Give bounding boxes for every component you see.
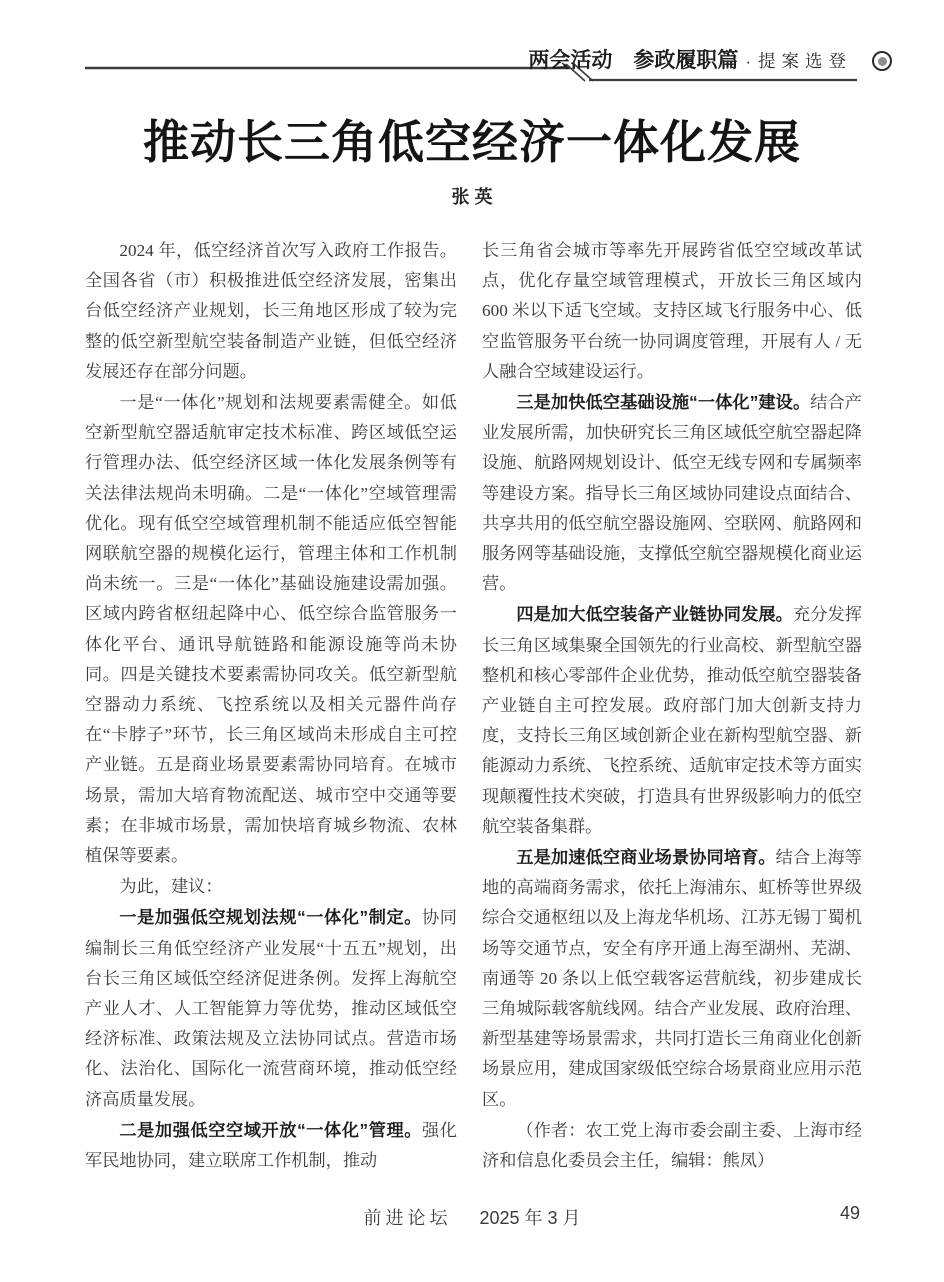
page-footer xyxy=(0,1204,944,1230)
paragraph xyxy=(85,1115,457,1176)
paragraph-lead: 三是加快低空基础设施“一体化”建设。 xyxy=(516,392,811,413)
paragraph xyxy=(482,599,862,842)
paragraph-text: 为此，建议： xyxy=(119,877,223,897)
paragraph-lead: 四是加大低空装备产业链协同发展。 xyxy=(516,604,793,625)
article-column-left xyxy=(85,235,457,1176)
paragraph xyxy=(85,387,457,871)
article-column-right xyxy=(482,235,862,1176)
paragraph xyxy=(482,235,862,387)
issue-date: 2025 年 3 月 xyxy=(479,1208,581,1228)
paragraph-text: 充分发挥长三角区域集聚全国领先的行业高校、新型航空器整机和核心零部件企业优势，推动低空航空器装备产业链自主可控发展。政府部门加大创新支持力度，支持长三角区域创新企业在新构型航空器、新能源动力系统、飞控系统、适航审定技术等方面实现颠覆性技术突破，打造具有世界级影响力的低空航空装备集群。 xyxy=(482,605,862,836)
section-title: 两会活动 参政履职篇 xyxy=(528,49,739,72)
paragraph-lead: 二是加强低空空域开放“一体化”管理。 xyxy=(119,1119,423,1140)
paragraph-text: 结合产业发展所需，加快研究长三角区域低空航空器起降设施、航路网规划设计、低空无线专网和专属频率等建设方案。指导长三角区域协同建设点面结合、共享共用的低空航空器设施网、空联网、航路网和服务网等基础设施，支撑低空航空器规模化商业运营。 xyxy=(482,393,862,594)
paragraph-text: 一是“一体化”规划和法规要素需健全。如低空新型航空器适航审定技术标准、跨区域低空运行管理办法、低空经济区域一体化发展条例等有关法律法规尚未明确。二是“一体化”空域管理需优化。现有低空空域管理机制不能适应低空智能网联航空器的规模化运行，管理主体和工作机制尚未统一。三是“一体化”基础设施建设需加强。区域内跨省枢纽起降中心、低空综合监管服务一体化平台、通讯导航链路和能源设施等尚未协同。四是关键技术要素需协同攻关。低空新型航空器动力系统、飞控系统以及相关元器件尚存在“卡脖子”环节，长三角区域尚未形成自主可控产业链。五是商业场景要素需协同培育。在城市场景，需加大培育物流配送、城市空中交通等要素；在非城市场景，需加快培育城乡物流、农林植保等要素。 xyxy=(85,393,457,866)
separator-dot: · xyxy=(745,52,751,71)
paragraph-text: （作者：农工党上海市委会副主委、上海市经济和信息化委员会主任，编辑：熊凤） xyxy=(482,1120,862,1171)
page-number: 49 xyxy=(840,1203,861,1223)
paragraph-text: 结合上海等地的高端商务需求，依托上海浦东、虹桥等世界级综合交通枢纽以及上海龙华机场、江苏无锡丁蜀机场等交通节点，安全有序开通上海至湖州、芜湖、南通等 20 条以上低空载客运营航线，初步建成长三角城际载客航线网。结合产业发展、政府治理、新型基建等场景需求，共同打造长三角商业化创新场景应用，建成国家级低空综合场景商业应用示范区。 xyxy=(482,848,862,1109)
bullseye-icon-center xyxy=(878,57,887,66)
paragraph-lead: 一是加强低空规划法规“一体化”制定。 xyxy=(119,907,423,928)
paragraph-text: 协同编制长三角低空经济产业发展“十五五”规划，出台长三角区域低空经济促进条例。发挥上海航空产业人才、人工智能算力等优势，推动区域低空经济标准、政策法规及立法协同试点。营造市场化、法治化、国际化一流营商环境，推动低空经济高质量发展。 xyxy=(85,908,457,1109)
paragraph-text: 2024 年，低空经济首次写入政府工作报告。全国各省（市）积极推进低空经济发展，密集出台低空经济产业规划，长三角地区形成了较为完整的低空新型航空装备制造产业链，但低空经济发展还存在部分问题。 xyxy=(85,241,457,381)
paragraph-text: 长三角省会城市等率先开展跨省低空空域改革试点，优化存量空域管理模式，开放长三角区域内 600 米以下适飞空域。支持区域飞行服务中心、低空监管服务平台统一协同调度管理，开展有人 / 无人融合空域建设运行。 xyxy=(482,241,862,381)
paragraph xyxy=(482,842,862,1115)
bullseye-icon xyxy=(872,51,892,71)
paragraph xyxy=(482,1115,862,1176)
page-header xyxy=(528,44,852,74)
paragraph-lead: 五是加速低空商业场景协同培育。 xyxy=(516,847,776,868)
paragraph xyxy=(482,387,862,599)
paragraph xyxy=(85,871,457,902)
article-author: 张 英 xyxy=(451,187,493,207)
article-title: 推动长三角低空经济一体化发展 xyxy=(143,116,801,168)
subsection-title: 提案选登 xyxy=(758,51,852,71)
paragraph xyxy=(85,235,457,387)
paragraph-text: 强化军民地协同，建立联席工作机制，推动 xyxy=(85,1120,457,1171)
journal-name: 前进论坛 xyxy=(363,1208,452,1228)
paragraph xyxy=(85,902,457,1114)
